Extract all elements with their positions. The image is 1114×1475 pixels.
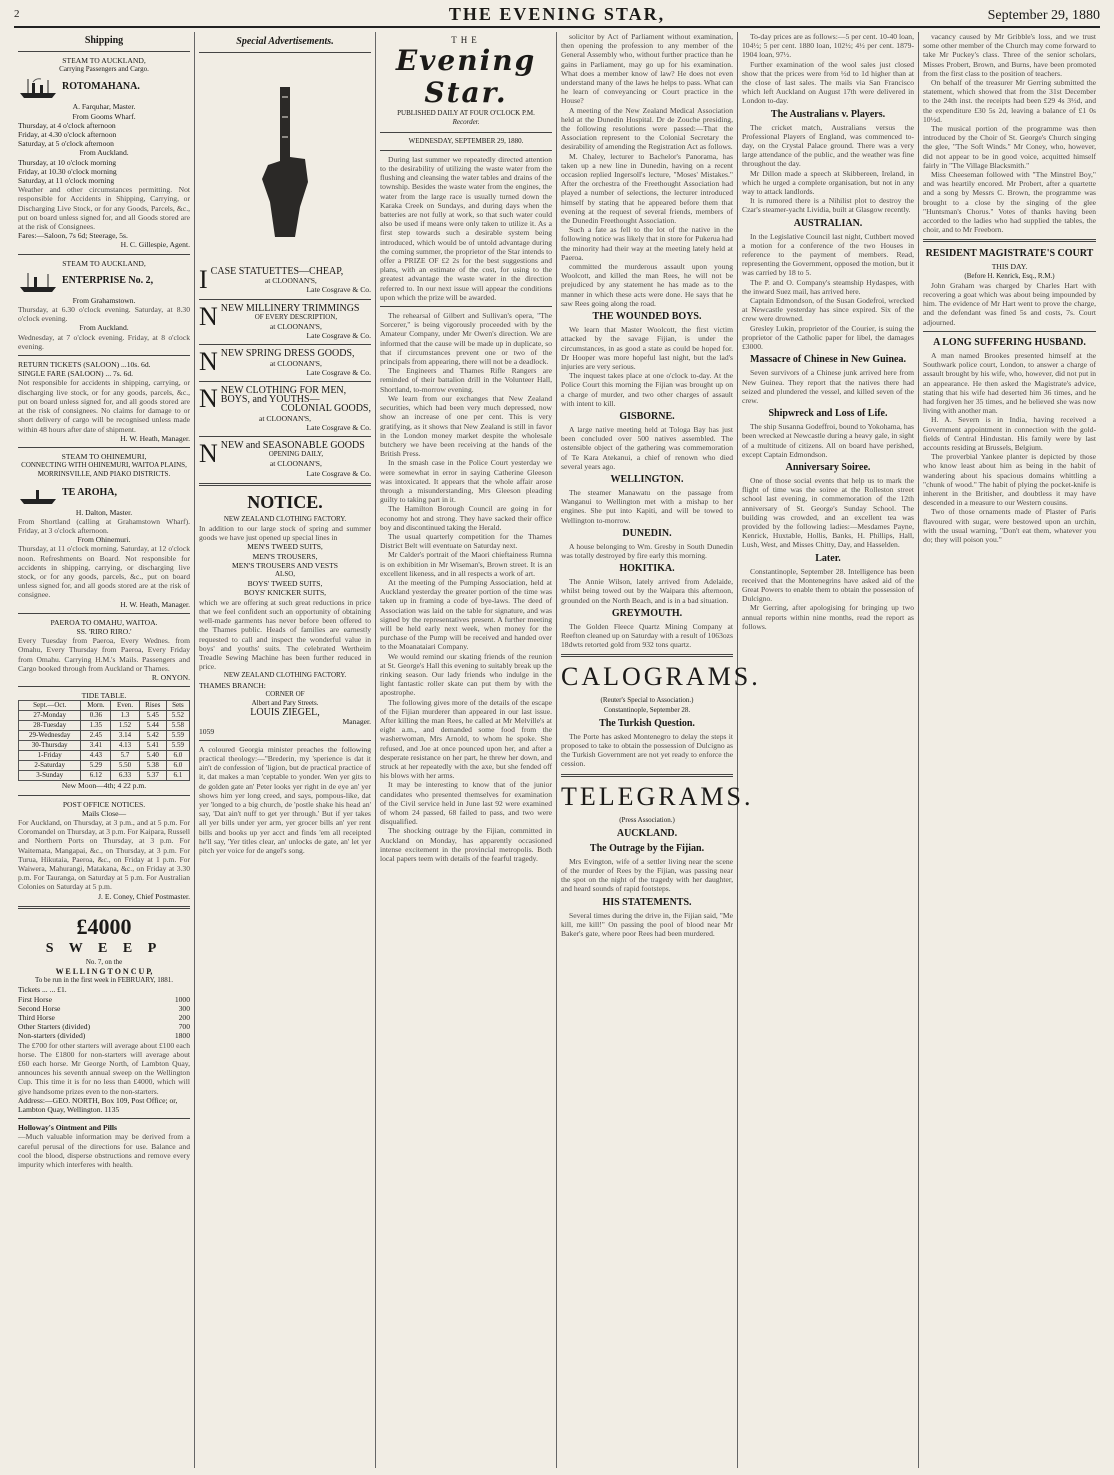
- column-advertisements: Special Advertisements. ICASE STATUETTES—CHEAP, at CLOONAN'S, Late Cosgrave & Co. NNEW MILLINERY TRIMMINGS OF EVERY DESCRIPTION, at CLOONAN'S, Late Cosgrave & Co. NNEW SPRING DRESS GOODS, at CLOONAN'S, Late Cosgrave & Co. NNEW CLOTHING FOR MEN, BOYS, and YOUTHS— COLONIAL GOODS, at CLOONAN'S, Late Cosgrave & Co. NNEW and SEASONABLE GOODS OPENING DAILY, at CLOONAN'S, Late Cosgrave & Co. NOTICE. NEW ZEALAND CLOTHING FACTORY. In addition to our large stock of spring and summer goods we have just opened up special lines in MEN'S TWEED SUITS, MEN'S TROUSERS, MEN'S TROUSERS AND VESTS ALSO, BOYS' TWEED SUITS, BOYS' KNICKER SUITS, which we are offering at such great reductions in price that we feel confident such an opportunity of obtaining well-made garments has never before been offered to the Thames public. Heads of families are earnestly requested to call and inspect the wonderful value in boys' and youths' suits. The celebrated Wertheim Treadle Sewing Machine has been further reduced in price. NEW ZEALAND CLOTHING FACTORY. THAMES BRANCH: CORNER OF Albert and Pary Streets. LOUIS ZIEGEL, Manager. 1059 A coloured Georgia minister preaches the following practical theology:—"Brederin, my 'sperience is dat it ain't de confession of 'ligion, but de practical practice of it, dat makes a man 'ceptable to yonder. Wen yer gits to de golden gate an' Peter looks yer right in de eye an' yer shows him yer long creed, and says, pompous-like, dat yer 'longed to a big church, de 'postle shake his head an' say, 'Dat ain't nuff to get yer through.' But if yer takes all yer bills under yer arm, yer grocer bills an' yer rent bills and books up yer acct and finds 'em all receipted he'll say, 'Yer titles clear, an' unlocks de gate, an' let yer pitch yer voice for de angel's song.: [195, 32, 376, 1468]
- ad-spring-dress: NNEW SPRING DRESS GOODS, at CLOONAN'S, Late Cosgrave & Co.: [199, 347, 371, 377]
- prize-amount: 1800: [174, 1031, 190, 1041]
- tide-cell: 6.12: [81, 771, 111, 781]
- tide-cell: 5.59: [166, 741, 189, 751]
- tide-cell: 1.52: [111, 721, 139, 731]
- tide-row: [19, 721, 190, 731]
- steamship-icon: [18, 270, 58, 294]
- ship-rotomahana: ROTOMAHANA.: [18, 76, 190, 100]
- prize-row: [18, 1013, 190, 1022]
- s1-times: Thursday, at 4 o'clock afternoon Friday, at 4.30 o'clock afternoon Saturday, at 5 o'clock afternoon: [18, 120, 117, 149]
- tide-cell: 5.41: [139, 741, 166, 751]
- prize-label: First Horse: [18, 994, 52, 1004]
- prize-label: Non-starters (divided): [18, 1031, 86, 1041]
- tide-cell: 1.3: [111, 711, 139, 721]
- wounded-boys-heading: THE WOUNDED BOYS.: [592, 311, 702, 323]
- long-suffering-husband-heading: A LONG SUFFERING HUSBAND.: [933, 336, 1086, 348]
- tide-cell: 3-Sunday: [19, 771, 81, 781]
- prize-row: [18, 1022, 190, 1031]
- tide-cell: 5.7: [111, 751, 139, 761]
- masthead: [14, 4, 1100, 28]
- tide-cell: 5.50: [111, 761, 139, 771]
- tide-cell: 2-Saturday: [19, 761, 81, 771]
- tide-cell: 3.14: [111, 731, 139, 741]
- editorial-date: WEDNESDAY, SEPTEMBER 29, 1880.: [408, 136, 524, 145]
- tide-cell: 5.58: [166, 721, 189, 731]
- steam-ohinemuri-head: STEAM TO OHINEMURI,: [61, 451, 147, 461]
- massacre-heading: Massacre of Chinese in New Guinea.: [750, 354, 906, 366]
- ad-case-statuettes: ICASE STATUETTES—CHEAP, at CLOONAN'S, Late Cosgrave & Co.: [199, 265, 371, 295]
- fijian-outrage-heading: The Outrage by the Fijian.: [589, 842, 705, 854]
- shipwreck-heading: Shipwreck and Loss of Life.: [768, 408, 888, 420]
- tide-table: Sept.—Oct. Morn. Even. Rises Sets 27-Monday 0.36 1.3 5.45 5.52 28-Tuesday 1.35 1.52 5.44 5.58 29-Wednesday 2.45 3.14 5.42 5.59 30-Thursday 3.41 4.13 5.41 5.59 1-Friday 4.43 5.7 5.40 6.0 2-Saturday 5.29 5.50 5.38 6.0 3-Sunday 6.12 6.33 5.37 6.1: [18, 700, 190, 781]
- tide-cell: 4.43: [81, 751, 111, 761]
- tide-cell: 1.35: [81, 721, 111, 731]
- greymouth-heading: GREYMOUTH.: [611, 607, 683, 619]
- pointing-hand-icon: [250, 87, 320, 237]
- prize-row: [18, 1004, 190, 1013]
- tide-row: [19, 731, 190, 741]
- tide-cell: 28-Tuesday: [19, 721, 81, 731]
- tide-cell: 5.38: [139, 761, 166, 771]
- tide-row: [19, 771, 190, 781]
- prize-row: [18, 1031, 190, 1040]
- newspaper-title: THE EVENING STAR,: [448, 4, 666, 24]
- tide-cell: 6.33: [111, 771, 139, 781]
- tide-cell: 5.29: [81, 761, 111, 771]
- newspaper-page: [14, 32, 1100, 1468]
- prize-list: [18, 995, 190, 1041]
- clothing-items: MEN'S TWEED SUITS, MEN'S TROUSERS, MEN'S TROUSERS AND VESTS ALSO, BOYS' TWEED SUITS, BOYS' KNICKER SUITS,: [232, 542, 338, 598]
- column-local-news: vacancy caused by Mr Gribble's loss, and we trust some other member of the Church may come forward to take Mr Puckey's class. Three of the senior scholars, Misses Probert, Brown, and Burns, have been promoted from the first class to the position of teachers. On behalf of the treasurer Mr Gerring submitted the statement, which showed that from the 31st December to the 24th inst. the receipts had been £29 4s 3½d, and the expenditure £30 5s 2d, leaving a balance of £1 0s 10½d. The musical portion of the programme was then introduced by the Choir of St. George's Church singing the glee, "The Soft Winds." Mr Coney, who, however, did not appear to be in good voice, acquitted himself fairly in "The Village Blacksmith." Miss Cheeseman followed with "The Minstrel Boy," and was heartily encored. Mr Probert, after a quartette and a song by Messrs C. Brown, the programme was brought to a close by the singing of the glee "Huntsman's Chorus." Votes of thanks having been accorded to the ladies who had supplied the tables, the choir, and to Mr Freeborn. RESIDENT MAGISTRATE'S COURT THIS DAY. (Before H. Kenrick, Esq., R.M.) John Graham was charged by Charles Hart with recovering a goat which was about being impounded by him. The evidence of Mr Hart went to prove the charge, and the defendant was fined 5s and costs, 7s. Court adjourned. A LONG SUFFERING HUSBAND. A man named Brookes presented himself at the Southwark police court, London, to answer a charge of assault brought by his wife, who, however, did not put in an appearance. He then asked the Magistrate's advice, stating that his wife had deserted him 36 times, and he had forgiven her 35 times, and he believed she was now living with another man. H. A. Severn is in India, having received a Government appointment in connection with the gold-fields of Central Hindustan. His family were by last accounts residing at Brussels, Belgium. The proverbial Yankee planter is depicted by those who know least about him as being in the habit of wandering about his spacious domains whittling a "chunk of wood." The habit of plying the pocket-knife is inherent in the Britisher, and doubtless it may have descended in a measure to our Western cousins. Two of those ornaments made of Plaster of Paris flavoured with sugar, were bestowed upon an urchin, with the usual warning, "Don't eat them, whatever you do; they will poison you.": [923, 32, 1096, 544]
- column-editorial: THE Evening Star. PUBLISHED DAILY AT FOUR O'CLOCK P.M. Recorder. WEDNESDAY, SEPTEMBER 29, 1880. During last summer we repeatedly directed attention to the desirability of utilizing the waste water from the flushing and cleansing the water tables and drains of the township. Besides the waste water from the engines, the water from the large race is usually turned down the Karaka Creek on Sundays, and during days when the batteries are not fully at work, so that such water could also be used if means were only taken to utilize it. As a first step towards such a desirable system being introduced, which would be of untold advantage during the coming summer, the proprietor of the Star intends to offer a PRIZE OF £2 2s for the best suggestions and plans, with an estimate of the cost, for using to the greatest advantage the waste water in the direction referred to. In our next issue will appear the conditions upon which the prize will be awarded. The rehearsal of Gilbert and Sullivan's opera, "The Sorcerer," is being vigorously proceeded with by the Amateur Company, under Mr Owen's direction. We are informed that the cause will be made up in duplicate, so that if circumstances prevent one or two of the principals from appearing, there will not be a deadlock. The Engineers and Thames Rifle Rangers are reminded of their battalion drill in the Volunteer Hall, Shortland, to-morrow evening. We learn from our exchanges that New Zealand securities, which had been very much depressed, now show an increase of one per cent. This is very gratifying, as it shows that New Zealand is still in favor in the London money market despite the wholesale butchery we have been receiving at the hands of the British Press. In the smash case in the Police Court yesterday we were somewhat in error in saying Catherine Gleeson was intoxicated. It appears that the whole affair arose through a misunderstanding, Mrs Gleeson pleading guilty to taking part in it. The Hamilton Borough Council are going in for economy hot and strong. They have sacked their office boy and discontinued taking the Herald. The usual quarterly competition for the Thames District Belt will eventuate on Saturday next. Mr Calder's portrait of the Maori chieftainess Rumna is on exhibition in Mr Wiseman's, Brown street. It is an excellent likeness, and in all respects a work of art. At the meeting of the Pumping Association, held at Auckland yesterday the greater portion of the time was taken up in framing a code of bye-laws. The deed of Association was laid on the table for signature, and was signed by the representatives present. A further meeting will be held early next week, when money for the purchase of the Pump will be received and handed over to the Moanataiari Company. We would remind our skating friends of the reunion at St. George's Hall this evening to suitably break up the rinking season. Our lady friends who indulge in the light fantastic roller skate can put them by with the apostrophe. The following gives more of the details of the escape of the Fijian murderer than appeared in our last issue. After killing the man Rees, he called at Mr Melville's at eight a.m., and demanded some food from the washerwoman, Mrs Arnold, to whom he spoke. She refused, and Joe at once pounced upon her, and after a desperate resistance on her part, he threw her down, and struck at her repeatedly with the axe, but she fended off his blows with her arms. It may be interesting to know that of the junior candidates who presented themselves for examination of the Civil service held in June last 92 were examined of whom 24 passed, 68 failed to pass, and two were disqualified. The shocking outrage by the Fijian, committed in Auckland on Monday, has apparently occasioned intense excitement in the provincial metropolis. Both local papers teem with details of the fearful tragedy.: [376, 32, 557, 1468]
- tide-cell: 27-Monday: [19, 711, 81, 721]
- prize-label: Third Horse: [18, 1013, 55, 1023]
- hokitika-heading: HOKITIKA.: [619, 563, 675, 575]
- special-ads-header: Special Advertisements.: [236, 36, 334, 47]
- editorial-masthead: THE Evening Star. PUBLISHED DAILY AT FOUR O'CLOCK P.M. Recorder. WEDNESDAY, SEPTEMBER 29, 1880.: [380, 36, 552, 146]
- prize-label: Other Starters (divided): [18, 1022, 91, 1032]
- dunedin-heading: DUNEDIN.: [622, 527, 672, 539]
- tide-cell: 2.45: [81, 731, 111, 741]
- prize-amount: 200: [178, 1013, 190, 1023]
- tide-cell: 5.52: [166, 711, 189, 721]
- steamship-icon: [18, 482, 58, 506]
- tide-cell: 4.13: [111, 741, 139, 751]
- tide-cell: 30-Thursday: [19, 741, 81, 751]
- court-heading: RESIDENT MAGISTRATE'S COURT: [925, 248, 1094, 260]
- steam-auckland-2-head: STEAM TO AUCKLAND,: [62, 258, 146, 268]
- paper-title: Evening Star.: [395, 44, 537, 110]
- page-number: 2: [14, 8, 20, 20]
- tide-cell: 6.0: [166, 761, 189, 771]
- pointing-hand-illustration: [199, 57, 371, 267]
- tide-cell: 1-Friday: [19, 751, 81, 761]
- his-statements-heading: HIS STATEMENTS.: [602, 896, 692, 908]
- ship-te-aroha: TE AROHA,: [18, 482, 190, 506]
- later-heading: Later.: [815, 552, 841, 564]
- tide-cell: 5.37: [139, 771, 166, 781]
- ad-millinery: NNEW MILLINERY TRIMMINGS OF EVERY DESCRIPTION, at CLOONAN'S, Late Cosgrave & Co.: [199, 301, 371, 341]
- sweep-advert: £4000 S W E E P No. 7, on the W E L L I N G T O N C U P, To be run in the first week in FEBRUARY, 1881.: [34, 913, 173, 985]
- tide-row: [19, 711, 190, 721]
- australian-heading: AUSTRALIAN.: [793, 217, 863, 229]
- auckland-heading: AUCKLAND.: [616, 827, 678, 839]
- ad-clothing: NNEW CLOTHING FOR MEN, BOYS, and YOUTHS— COLONIAL GOODS, at CLOONAN'S, Late Cosgrave & Co.: [199, 384, 371, 432]
- tide-cell: 6.0: [166, 751, 189, 761]
- column-shipping: Shipping STEAM TO AUCKLAND, Carrying Passengers and Cargo. ROTOMAHANA. A. Farquhar, Master. From Gooms Wharf. Thursday, at 4 o'clock afternoon Friday, at 4.30 o'clock afternoon Saturday, at 5 o'clock afternoon From Auckland. Thursday, at 10 o'clock morning Friday, at 10.30 o'clock morning Saturday, at 11 o'clock morning Weather and other circumstances permitting. Not responsible for Accidents in Shipping, Carrying, or Discharging Live Stock, or for any Goods, Parcels, &c., put on board unless signed for, and all Goods stored are at the risk of Consignees. Fares:—Saloon, 7s 6d; Steerage, 5s. H. C. Gillespie, Agent. STEAM TO AUCKLAND, ENTERPRISE No. 2, From Grahamstown. Thursday, at 6.30 o'clock evening. Saturday, at 8.30 o'clock evening. From Auckland. Wednesday, at 7 o'clock evening. Friday, at 8 o'clock evening. RETURN TICKETS (SALOON) ...10s. 6d. SINGLE FARE (SALOON) ... 7s. 6d. Not responsible for accidents in shipping, carrying, or discharging live stock, or for any goods, parcels, &c., put on board unless signed for, and all goods stored are at the risk of consignees. No claims for damage to or short delivery of cargo will be recognised unless made within 48 hours after date of shipment. H. W. Heath, Manager. STEAM TO OHINEMURI, CONNECTING WITH OHINEMURI, WAITOA PLAINS, MORRINSVILLE, AND PIAKO DISTRICTS. TE AROHA, H. Dalton, Master. From Shortland (calling at Grahamstown Wharf). Friday, at 3 o'clock afternoon. From Ohinemuri. Thursday, at 11 o'clock morning. Saturday, at 12 o'clock noon. Refreshments on Board. Not responsible for accidents in shipping, carrying, or discharging live stock, or for any goods, parcels, &c., put on board unless signed for, and all goods stored are at the risk of consignee. H. W. Heath, Manager. PAEROA TO OMAHU, WAITOA. SS. 'RIRO RIRO.' Every Tuesday from Paeroa, Every Wednes. from Omahu, Every Thursday from Paeroa, Every Friday from Omahu. Carrying H.M.'s Mails. Passengers and Cargo booked through from Auckland or Thames. R. ONYON. TIDE TABLE. Sept.—Oct. Morn. Even. Rises Sets 27-Monday 0.36 1.3 5.45 5.52 28-Tuesday 1.35 1.52 5.44 5.58 29-Wednesday 2.45 3.14 5.42 5.59 30-Thursday 3.41 4.13 5.41 5.59 1-Friday 4.43 5.7 5.40 6.0 2-Saturday 5.29 5.50 5.38 6.0 3-Sunday 6.12 6.33 5.37 6.1 New Moon—4th; 4 22 p.m. POST OFFICE NOTICES. Mails Close— For Auckland, on Thursday, at 3 p.m., and at 5 p.m. For Coromandel on Thursday, at 3 p.m. For Kaipara, Russell and Northern Ports on Thursday, at 3 p.m. For Waitemata, Mangapai, &c., on Thursday, at 3 p.m. For Turua, Hikutaia, Paeroa, &c., on Friday at 1 p.m. For Waiwera, Mahurangi, Matakana, &c., on Friday at 3.30 p.m. For Tauranga, on Saturday at 5 p.m. For Australian Colonies on Saturday at 5 p.m. J. E. Coney, Chief Postmaster. £4000 S W E E P No. 7, on the W E L L I N G T O N C U P, To be run in the first week in FEBRUARY, 1881. Tickets ... ... £1. First Horse 1000 Second Horse 300 Third Horse 200 Other Starters (divided) 700 Non-starters (divided) 1800 The £700 for other starters will average about £100 each horse. The £1800 for non-starters will average about £60 each horse. Mr George North, of Lambton Quay, announces his seventh annual sweep on the Wellington Cup. This time it is for no less than £4000, which will give handsome prizes even to the non-starters. Address:—GEO. NORTH, Box 109, Post Office; or, Lambton Quay, Wellington. 1135 Holloway's Ointment and Pills —Much valuable information may be derived from a careful perusal of the directions for use. Balance and cool the blood, disperse obstructions and remove every impurity which interferes with health.: [14, 32, 195, 1468]
- prize-label: Second Horse: [18, 1003, 61, 1013]
- steam-auckland-head: STEAM TO AUCKLAND,: [62, 56, 146, 65]
- ship-enterprise: ENTERPRISE No. 2,: [18, 270, 190, 294]
- wellington-heading: WELLINGTON.: [610, 473, 684, 485]
- tide-cell: 5.44: [139, 721, 166, 731]
- tide-row: [19, 761, 190, 771]
- tide-cell: 5.42: [139, 731, 166, 741]
- prize-amount: 1000: [174, 994, 190, 1004]
- calograms-heading: CALOGRAMS.: [561, 662, 761, 692]
- prize-amount: 700: [178, 1022, 190, 1032]
- notice-heading: NOTICE.: [247, 491, 323, 512]
- tide-row: [19, 741, 190, 751]
- tide-row: [19, 751, 190, 761]
- tide-cell: 29-Wednesday: [19, 731, 81, 741]
- shipping-header: Shipping: [84, 35, 124, 46]
- steamship-icon: [18, 76, 58, 100]
- column-cable-news: To-day prices are as follows:—5 per cent. 10-40 loan, 104½; 5 per cent. 1880 loan, 102½; 4½ per cent. 1879-1904 loan, 97½. Further examination of the wool sales just closed show that the prices were from ½d to 1d higher than at the close of last sales. The mails via San Francisco which left Auckland on August 17th were delivered in London to-day. The Australians v. Players. The cricket match, Australians versus the Professional Players of England, was commenced to-day, on the Crystal Palace ground. There was a very large attendance of the public, and the weather was fine throughout the day. Mr Dillon made a speech at Skibbereen, Ireland, in which he urged a complete organisation, but not in any way to attack landlords. It is rumored there is a Nihilist plot to destroy the Czar's steamer-yacht Lividia, built at Glasgow recently. AUSTRALIAN. In the Legislative Council last night, Cuthbert moved a motion for a conference of the two Houses in reference to the payment of members. Read, representing the Government, opposed the motion, but it was carried by 18 to 5. The P. and O. Company's steamship Hydaspes, with the inward Suez mail, has arrived here. Captain Edmondson, of the Susan Godefroi, wrecked at Newcastle yesterday has since expired. Six of the crew were drowned. Gresley Lukin, proprietor of the Courier, is suing the proprietor of the Catholic paper for libel, the damages £3000. Massacre of Chinese in New Guinea. Seven survivors of a Chinese junk arrived here from New Guinea. They report that the natives there had seized and plundered the vessel, and killed seven of the crew. Shipwreck and Loss of Life. The ship Susanna Godeffroi, bound to Yokohama, has been wrecked at Newcastle during a heavy gale, in sight of a multitude of citizens. All on board have perished, except Captain Edmondson. Anniversary Soiree. One of those social events that help us to mark the flight of time was the soiree at the Rolleston street school last evening, in commemoration of the 12th anniversary of St. George's Sunday School. The building was crowded, and an excellent tea was provided by the following ladies:—Mesdames Payne, Kenrick, Huxtable, Hollis, Banks, H. Phillips, Hall, Lush, West, and Misses Chitty, Day, and Hasselden. Later. Constantinople, September 28. Intelligence has been received that the Montenegrins have asked aid of the Great Powers to enable them to obtain the possession of Dulcigno. Mr Gerring, after apologising for bringing up two annual reports within nine months, read the report as follows.: [738, 32, 919, 1468]
- tide-cell: 3.41: [81, 741, 111, 751]
- australians-players-heading: The Australians v. Players.: [770, 108, 886, 120]
- ad-seasonable: NNEW and SEASONABLE GOODS OPENING DAILY, at CLOONAN'S, Late Cosgrave & Co.: [199, 439, 371, 478]
- anniversary-soiree-heading: Anniversary Soiree.: [785, 461, 871, 473]
- issue-date: September 29, 1880: [987, 8, 1100, 23]
- tide-cell: 0.36: [81, 711, 111, 721]
- prize-row: [18, 995, 190, 1004]
- tide-cell: 6.1: [166, 771, 189, 781]
- tide-cell: 5.40: [139, 751, 166, 761]
- tide-cell: 5.45: [139, 711, 166, 721]
- gisborne-heading: GISBORNE.: [619, 410, 675, 422]
- telegrams-heading: TELEGRAMS.: [561, 781, 754, 811]
- prize-amount: 300: [178, 1003, 190, 1013]
- turkish-question-heading: The Turkish Question.: [599, 717, 695, 729]
- tide-cell: 5.59: [166, 731, 189, 741]
- column-news-telegrams: solicitor by Act of Parliament without examination, then opening the profession to any member of the General Assembly who, without further practice than he gains in Parliament, may go up for his examination. What does a member know of law? He does not even understand many of the laws he helps to pass. What can he learn of conveyancing or Court practice in the House? A meeting of the New Zealand Medical Association held at the Dunedin Hospital. Dr de Zouche presiding, the following resolutions were passed:—That the Association represent to the Colonial Secretary the desirability of amending the Registration Act as follows. M. Chaley, lecturer to Bachelor's Panorama, has taken up a new line in Dunedin, having on a recent occasion replied Ingersoll's lecture, "Moses' Mistakes." After the orchestra of the Freethought Association had played a number of selections, the lecturer introduced himself by stating that he appeared before them that evening at the request of several friends, members of the Dunedin Freethought Association. Such a fate as fell to the lot of the native in the following notice was likely that in store for Pukerua had the minority had their way at the meeting lately held at Paeroa. committed the murderous assault upon young Woolcott, and killed the man Rees, he will not be prejudiced by any statement he has made as to the manner in which these acts were done. He says that he saw Rees going along the road. THE WOUNDED BOYS. We learn that Master Woolcott, the first victim attacked by the savage Fijian, is under the circumstances, in as good a state as could be hoped for. Dr Hooper was more hopeful last night, but the lad's injuries are very serious. The inquest takes place at one o'clock to-day. At the Police Court this morning the Fijian was brought up on a charge of murder, and two other charges of assault with intent to kill. GISBORNE. A large native meeting held at Tologa Bay has just been concluded over 500 natives assembled. The ostensible object of the gathering was commemoration of Te Kara Atekanui, a chief of renown who died several years ago. WELLINGTON. The steamer Manawatu on the passage from Wanganui to Wellington met with a mishap to her engines. She put into Kapiti, and will be towed to Wellington to-morrow. DUNEDIN. A house belonging to Wm. Gresby in South Dunedin was totally destroyed by fire early this morning. HOKITIKA. The Annie Wilson, lately arrived from Adelaide, whilst being towed out by the Waipara this afternoon, grounded on the North Beach, and is in a bad situation. GREYMOUTH. The Golden Fleece Quartz Mining Company at Reefton cleaned up on Saturday with a result of 1063ozs 18dwts retorted gold from 932 tons quartz. CALOGRAMS. (Reuter's Special to Association.) Constantinople, September 28. The Turkish Question. The Porte has asked Montenegro to delay the steps it proposed to take to obtain the possession of Dulcigno as the Turkish Government are not yet ready to enforce the cession. TELEGRAMS. (Press Association.) AUCKLAND. The Outrage by the Fijian. Mrs Evington, wife of a settler living near the scene of the murder of Rees by the Fijian, was passing near the spot on the night of the tragedy with her daughter, and heard sounds of rapid footsteps. HIS STATEMENTS. Several times during the drive in, the Fijian said, "Me kill, me kill!" On passing the pool of blood near Mr Baker's gate, where poor Rees had been murdered.: [557, 32, 738, 1468]
